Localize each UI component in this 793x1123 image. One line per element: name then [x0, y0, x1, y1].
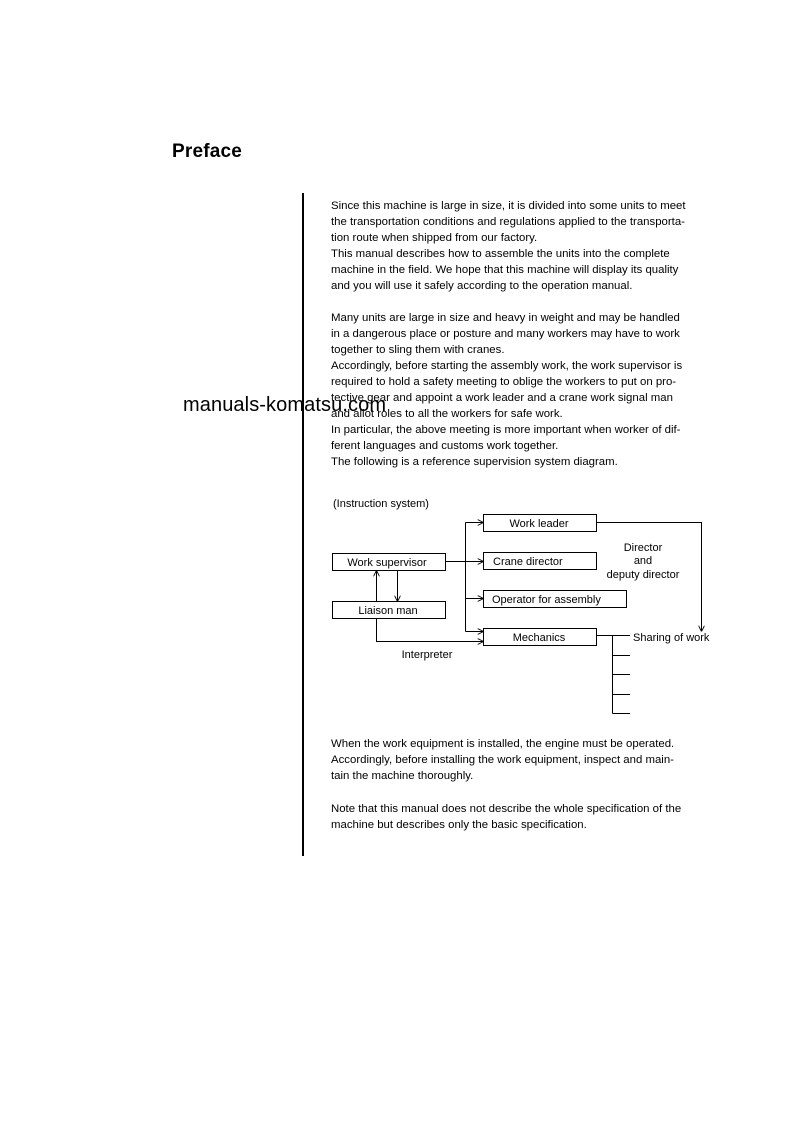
work-leader-box: [484, 515, 597, 532]
safety-line: Accordingly, before starting the assembly work, the work supervisor is: [331, 360, 683, 372]
safety-paragraph: [331, 310, 745, 470]
safety-line: in a dangerous place or posture and many workers may have to work: [331, 328, 680, 340]
work-leader-label: Work leader: [509, 518, 569, 530]
intro-line: Since this machine is large in size, it is divided into some units to meet: [331, 200, 686, 212]
safety-line: ferent languages and customs work together.: [331, 440, 559, 452]
intro-line: This manual describes how to assemble the units into the complete: [331, 248, 670, 260]
equipment-line: When the work equipment is installed, the engine must be operated.: [331, 738, 675, 750]
note-line: Note that this manual does not describe the whole specification of the: [331, 803, 682, 815]
intro-line: machine in the field. We hope that this machine will display its quality: [331, 264, 679, 276]
safety-line: In particular, the above meeting is more important when worker of dif-: [331, 424, 681, 436]
mechanics-label: Mechanics: [512, 632, 566, 644]
liaison-man-box: [333, 602, 446, 619]
arrow-leader-to-sharing: [597, 523, 702, 632]
operator-for-assembly-box: [484, 591, 627, 608]
safety-line: required to hold a safety meeting to oblige the workers to put on pro-: [331, 376, 677, 388]
safety-line: The following is a reference supervision system diagram.: [331, 456, 618, 468]
margin-rule: [302, 193, 304, 856]
intro-line: and you will use it safely according to the operation manual.: [331, 280, 633, 292]
interpreter-label: Interpreter: [401, 649, 453, 661]
sharing-of-work-label: Sharing of work: [633, 632, 710, 644]
safety-line: and allot roles to all the workers for safe work.: [331, 408, 563, 420]
note-paragraph: [331, 801, 745, 833]
director-and-label: and: [633, 555, 653, 567]
equipment-paragraph: [331, 736, 745, 784]
crane-director-label: Crane director: [493, 556, 563, 568]
work-supervisor-box: [333, 554, 446, 571]
arrow-liaison-to-mechanics: [377, 619, 484, 642]
intro-line: the transportation conditions and regulations applied to the transporta-: [331, 216, 685, 228]
equipment-line: Accordingly, before installing the work equipment, inspect and main-: [331, 754, 674, 766]
equipment-line: tain the machine thoroughly.: [331, 770, 474, 782]
intro-paragraph: [331, 198, 745, 294]
diagram-caption: (Instruction system): [333, 498, 429, 510]
note-line: machine but describes only the basic specification.: [331, 819, 587, 831]
page-title: Preface: [172, 141, 243, 162]
mechanics-box: [484, 629, 597, 646]
crane-director-box: [484, 553, 597, 570]
watermark-text: manuals-komatsu.com: [183, 394, 387, 416]
director-label: Director: [623, 542, 663, 554]
safety-line: together to sling them with cranes.: [331, 344, 505, 356]
intro-line: tion route when shipped from our factory.: [331, 232, 538, 244]
operator-for-assembly-label: Operator for assembly: [492, 594, 601, 606]
safety-line: tective gear and appoint a work leader and a crane work signal man: [331, 392, 673, 404]
deputy-director-label: deputy director: [606, 569, 680, 581]
liaison-man-label: Liaison man: [358, 605, 418, 617]
safety-line: Many units are large in size and heavy in weight and may be handled: [331, 312, 680, 324]
work-supervisor-label: Work supervisor: [347, 557, 427, 569]
